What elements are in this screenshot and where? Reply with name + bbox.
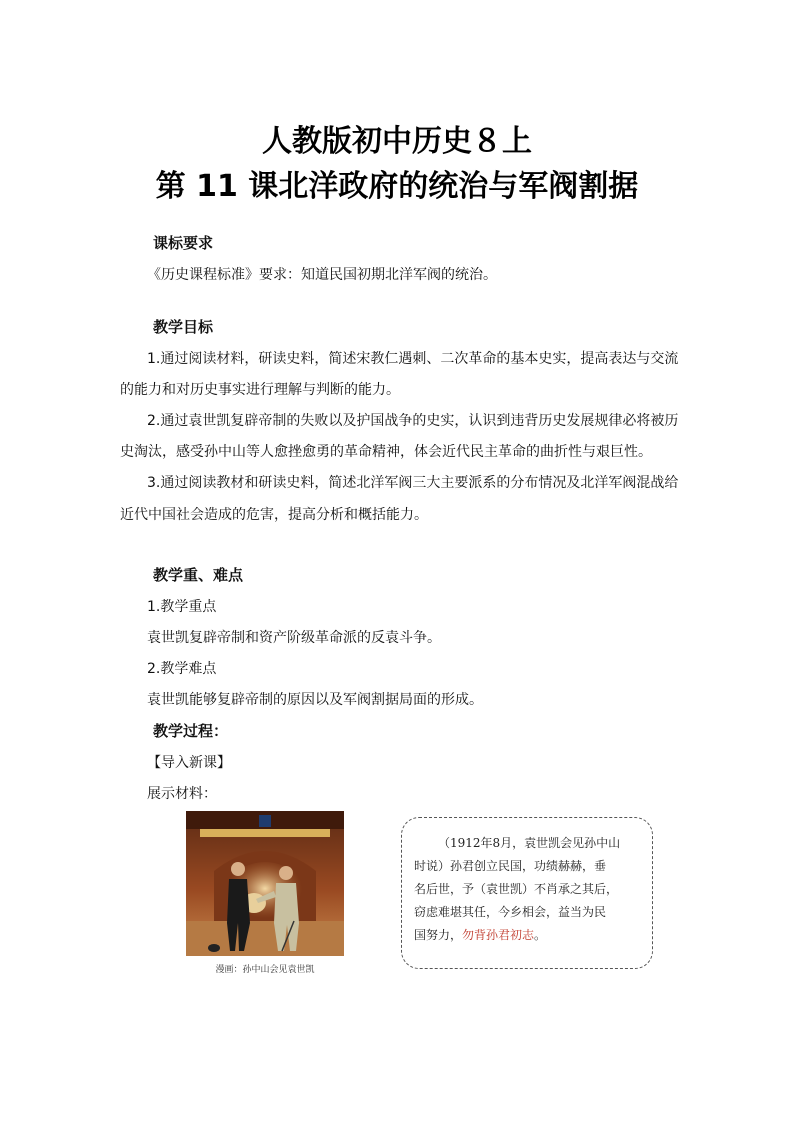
key-point-sub1-text: 袁世凯复辟帝制和资产阶级革命派的反袁斗争。 bbox=[147, 630, 441, 646]
process-intro: 【导入新课】 bbox=[147, 755, 231, 771]
process-material: 展示材料： bbox=[147, 786, 217, 802]
objective-3-line2: 近代中国社会造成的危害，提高分析和概括能力。 bbox=[120, 507, 428, 523]
key-point-sub1: 1.教学重点 bbox=[147, 599, 217, 615]
image-caption: 漫画：孙中山会见袁世凯 bbox=[215, 965, 315, 975]
standard-text: 《历史课程标准》要求：知道民国初期北洋军阀的统治。 bbox=[147, 267, 497, 283]
key-point-sub2-text: 袁世凯能够复辟帝制的原因以及军阀割据局面的形成。 bbox=[147, 692, 483, 708]
quote-text bbox=[414, 832, 644, 947]
quote-line: 时说）孙君创立民国，功绩赫赫，垂 bbox=[414, 859, 607, 873]
key-point-sub2: 2.教学难点 bbox=[147, 661, 217, 677]
objective-3-line1: 3.通过阅读教材和研读史料，简述北洋军阀三大主要派系的分布情况及北洋军阀混战给 bbox=[147, 475, 679, 491]
objective-1-line1: 1.通过阅读材料，研读史料，简述宋教仁遇刺、二次革命的基本史实，提高表达与交流 bbox=[147, 351, 679, 367]
quote-text-plain: 国努力， bbox=[414, 928, 463, 942]
section-heading-standard: 课标要求 bbox=[153, 234, 214, 252]
section-heading-key-points: 教学重、难点 bbox=[153, 566, 244, 584]
objective-2-line2: 史淘汰，感受孙中山等人愈挫愈勇的革命精神，体会近代民主革命的曲折性与艰巨性。 bbox=[120, 444, 652, 460]
section-heading-objectives: 教学目标 bbox=[153, 318, 214, 336]
document-title-line2: 第 11 课北洋政府的统治与军阀割据 bbox=[155, 169, 639, 204]
quote-line: 窃虑难堪其任，今乡相会，益当为民 bbox=[414, 905, 607, 919]
objective-1-line2: 的能力和对历史事实进行理解与判断的能力。 bbox=[120, 382, 400, 398]
quote-box bbox=[401, 817, 653, 969]
quote-text-end: 。 bbox=[534, 928, 547, 942]
objective-2-line1: 2.通过袁世凯复辟帝制的失败以及护国战争的史实，认识到违背历史发展规律必将被历 bbox=[147, 413, 679, 429]
cartoon-painting-image bbox=[186, 811, 344, 956]
quote-line: 名后世，予（袁世凯）不肖承之其后， bbox=[414, 882, 619, 896]
section-heading-process: 教学过程： bbox=[153, 722, 229, 740]
document-title-line1: 人教版初中历史８上 bbox=[262, 124, 532, 159]
quote-highlight: 勿背孙君初志 bbox=[462, 928, 535, 942]
quote-line: （1912年8月，袁世凯会见孙中山 bbox=[438, 836, 621, 850]
quote-line bbox=[414, 924, 644, 947]
